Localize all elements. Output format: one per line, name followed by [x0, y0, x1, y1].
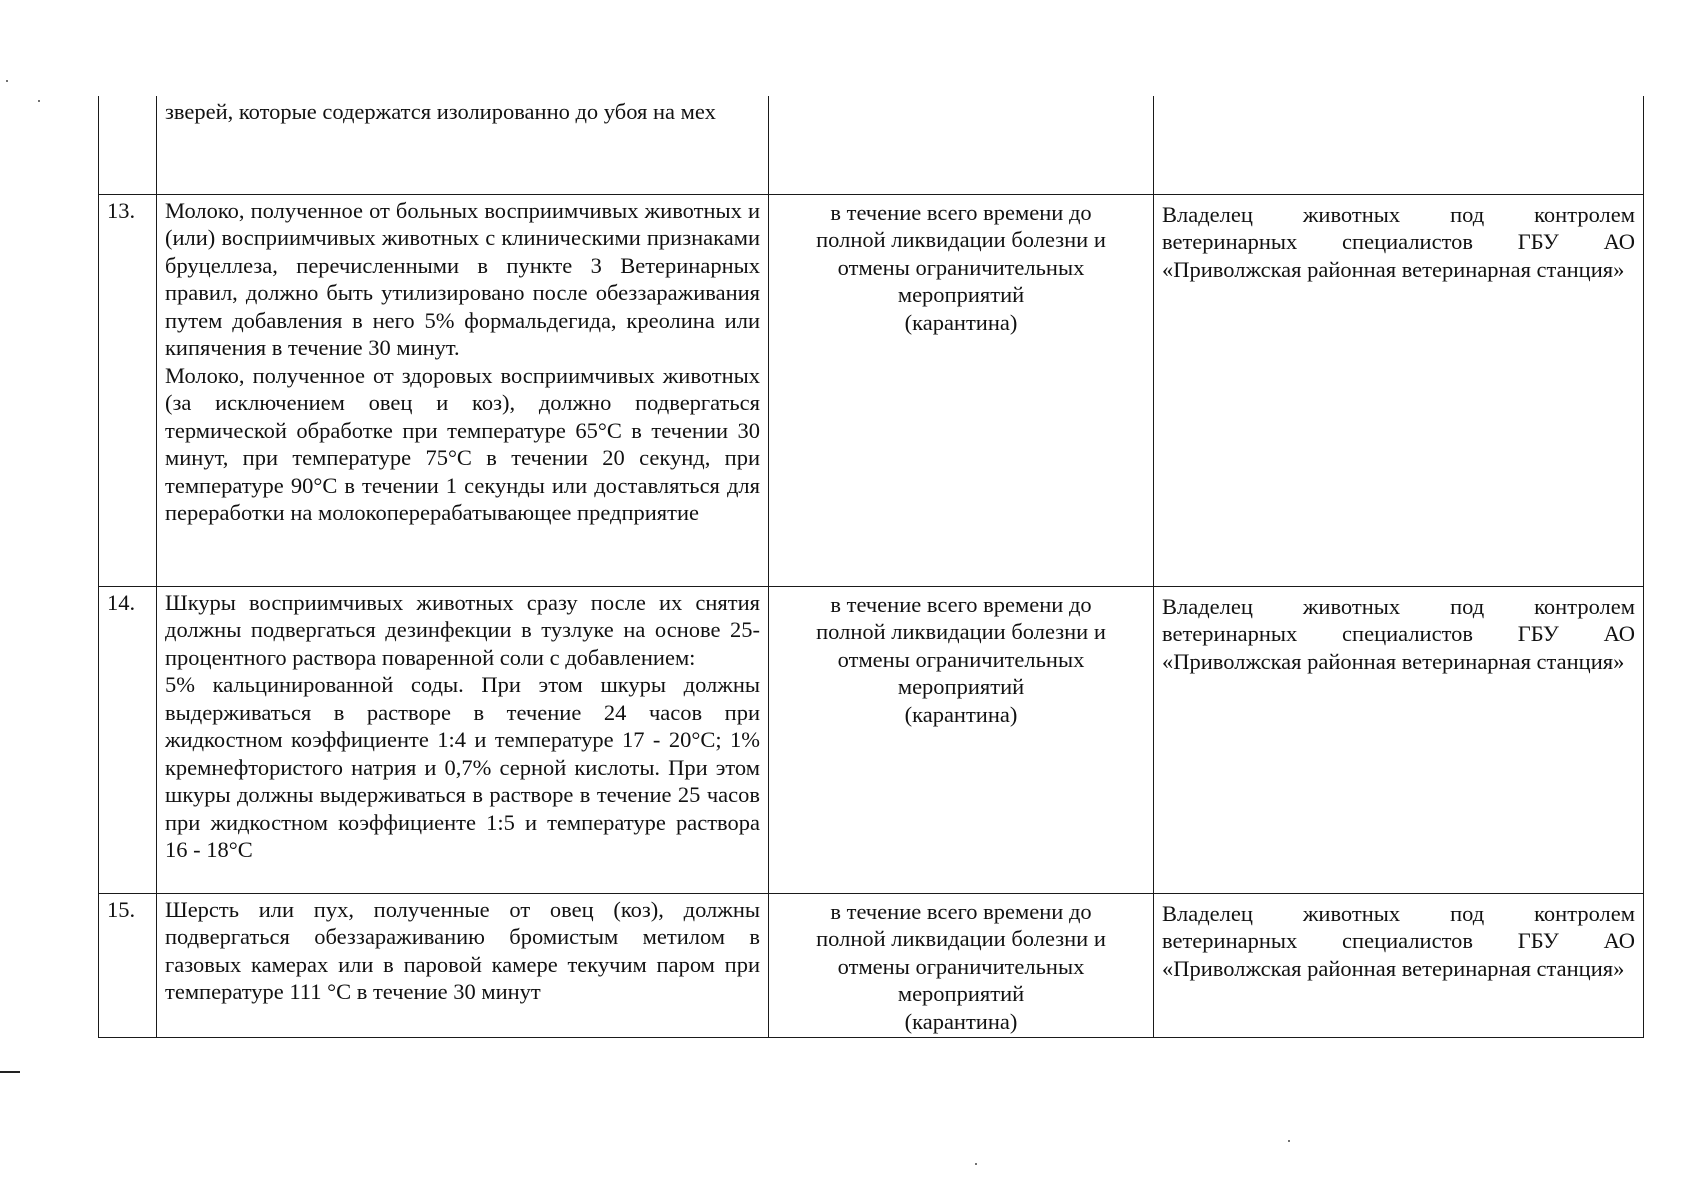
row-number: 14.	[99, 586, 157, 893]
measure-paragraph: Шерсть или пух, полученные от овец (коз), должны подвергаться обеззараживанию бромистым метилом в газовых камерах или в паровой камере текучим паром при температуре 111 °С в течение 30 минут	[165, 896, 760, 1004]
term-line: в течение всего времени до	[830, 898, 1092, 924]
term-line: (карантина)	[904, 1008, 1018, 1034]
term-line: в течение всего времени до	[830, 199, 1092, 225]
measure-paragraph: Молоко, полученное от больных восприимчивых животных и (или) восприимчивых животных с клиническими признаками бруцеллеза, перечисленными в пункте 3 Ветеринарных правил, должно быть утилизировано после обеззараживания путем добавления в него 5% формальдегида, креолина или кипячения в течение 30 минут.	[165, 197, 760, 360]
responsible-cell	[1154, 96, 1644, 194]
measure-paragraph: Молоко, полученное от здоровых восприимчивых животных (за исключением овец и коз), должно подвергаться термической обработке при температуре 65°С в течении 30 минут, при температуре 75°С в течении 20 секунд, при температуре 90°С в течении 1 секунды или доставляться для переработки на молокоперерабатывающее предприятие	[165, 362, 760, 525]
term-line: мероприятий	[897, 282, 1025, 307]
table-row	[99, 96, 1644, 194]
row-number	[99, 96, 157, 194]
row-number: 13.	[99, 194, 157, 586]
table-row	[99, 586, 1644, 893]
table-row	[99, 194, 1644, 586]
responsible-cell: Владелец животных под контролем ветеринарных специалистов ГБУ АО «Приволжская районная ветеринарная станция»	[1154, 586, 1644, 893]
measure-cell	[157, 586, 769, 893]
scan-speck	[38, 100, 40, 102]
term-line: полной ликвидации болезни и	[816, 227, 1106, 252]
term-line: мероприятий	[897, 981, 1025, 1006]
term-line: полной ликвидации болезни и	[816, 926, 1106, 951]
measures-table	[98, 96, 1644, 1038]
measure-cell	[157, 96, 769, 194]
measure-paragraph: зверей, которые содержатся изолированно до убоя на мех	[165, 99, 716, 124]
term-line: (карантина)	[904, 701, 1018, 727]
scan-speck	[1288, 1140, 1290, 1142]
term-cell	[769, 893, 1154, 1038]
term-cell	[769, 586, 1154, 893]
table-row	[99, 893, 1644, 1038]
scan-speck	[6, 80, 8, 82]
term-line: отмены ограничительных	[837, 254, 1085, 280]
measure-paragraph: Шкуры восприимчивых животных сразу после их снятия должны подвергаться дезинфекции в тузлуке на основе 25-процентного раствора поваренной соли с добавлением:	[165, 589, 760, 670]
term-line: отмены ограничительных	[837, 646, 1085, 672]
measure-cell	[157, 893, 769, 1038]
measure-paragraph: 5% кальцинированной соды. При этом шкуры должны выдерживаться в растворе в течение 24 часов при жидкостном коэффициенте 1:4 и температуре 17 - 20°С; 1% кремнефтористого натрия и 0,7% серной кислоты. При этом шкуры должны выдерживаться в растворе в течение 25 часов при жидкостном коэффициенте 1:5 и температуре раствора 16 - 18°С	[165, 672, 760, 862]
term-line: отмены ограничительных	[837, 953, 1085, 979]
scan-speck	[975, 1163, 977, 1165]
term-line: мероприятий	[897, 674, 1025, 699]
responsible-cell: Владелец животных под контролем ветеринарных специалистов ГБУ АО «Приволжская районная ветеринарная станция»	[1154, 893, 1644, 1038]
term-line: в течение всего времени до	[830, 591, 1092, 617]
term-line: полной ликвидации болезни и	[816, 619, 1106, 644]
measure-cell	[157, 194, 769, 586]
row-number: 15.	[99, 893, 157, 1038]
term-line: (карантина)	[904, 309, 1018, 335]
term-cell	[769, 96, 1154, 194]
term-cell	[769, 194, 1154, 586]
scan-edge-mark	[0, 1071, 20, 1073]
responsible-cell: Владелец животных под контролем ветеринарных специалистов ГБУ АО «Приволжская районная ветеринарная станция»	[1154, 194, 1644, 586]
